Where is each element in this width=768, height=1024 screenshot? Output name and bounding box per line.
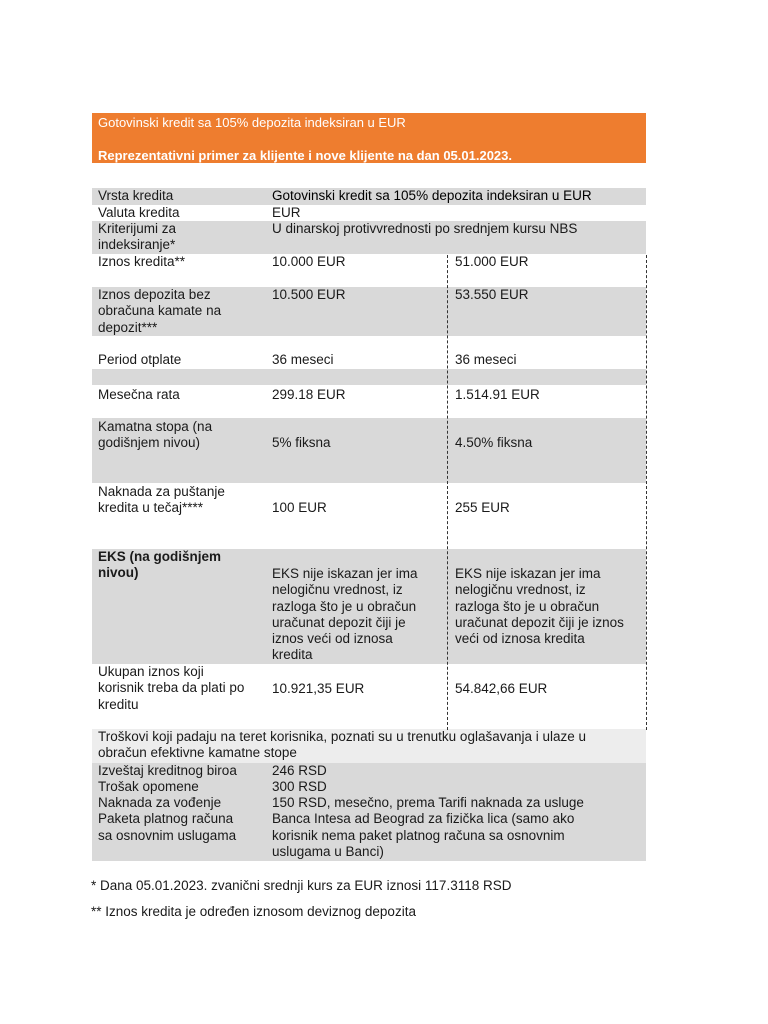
row-value-1: 10.000 EUR [272,254,346,269]
table-subtitle: Reprezentativni primer za klijente i nove klijente na dan 05.01.2023. [98,148,513,163]
row-label: Ukupan iznos koji korisnik treba da plati po kreditu [98,664,245,712]
row-label: Iznos depozita bez obračuna kamate na depozit*** [98,287,222,335]
costs-heading: Troškovi koji padaju na teret korisnika, poznati su u trenutku oglašavanja i ulaze u obračun efektivne kamatne stope [98,729,587,761]
table-row [92,385,646,418]
table-title: Gotovinski kredit sa 105% depozita indeksiran u EUR [98,115,406,130]
row-value-2: 255 EUR [455,500,510,515]
table-row [92,287,646,336]
table-row [92,779,646,795]
table-row [92,205,646,221]
row-value: 300 RSD [272,779,327,794]
table-row [92,729,646,763]
table-header-banner [92,113,646,163]
row-value-2: 54.842,66 EUR [455,681,548,696]
row-value-2: 1.514.91 EUR [455,387,540,402]
table-row [92,418,646,483]
row-label: Kamatna stopa (na godišnjem nivou) [98,419,213,451]
row-value-2: 53.550 EUR [455,287,529,302]
table-row [92,254,646,287]
row-label: EKS (na godišnjem nivou) [98,549,222,581]
row-label: Valuta kredita [98,205,180,220]
table-row-spacer [92,369,646,385]
table-row [92,549,646,664]
table-row [92,221,646,254]
row-label: Kriterijumi za indeksiranje* [98,221,177,253]
row-label: Trošak opomene [98,779,199,794]
row-label: Naknada za puštanje kredita u tečaj**** [98,484,225,516]
row-value-1: 36 meseci [272,352,334,367]
row-value-2: EKS nije iskazan jer ima nelogičnu vrednost, iz razloga što je u obračun uračunat depozit čiji je iznos veći od iznosa kredita [455,566,624,647]
table-row [92,483,646,549]
table-row [92,763,646,779]
row-label: Vrsta kredita [98,188,174,203]
row-label: Period otplate [98,352,182,367]
table-row [92,664,646,729]
row-value: Gotovinski kredit sa 105% depozita indeksiran u EUR [272,188,592,203]
row-value-1: 10.500 EUR [272,287,346,302]
row-value: 246 RSD [272,763,327,778]
row-label: Izveštaj kreditnog biroa [98,763,237,778]
column-divider [447,255,448,730]
footnote-2: ** Iznos kredita je određen iznosom deviznog depozita [91,904,416,919]
table-row [92,336,646,369]
row-value-2: 4.50% fiksna [455,435,533,450]
row-value-1: 5% fiksna [272,435,331,450]
row-value: EUR [272,205,301,220]
row-value-2: 36 meseci [455,352,517,367]
footnote-1: * Dana 05.01.2023. zvanični srednji kurs za EUR iznosi 117.3118 RSD [91,878,512,893]
table-row [92,188,646,205]
table-row [92,795,646,861]
row-label: Naknada za vođenje Paketa platnog računa sa osnovnim uslugama [98,795,237,843]
column-border-right [646,255,647,730]
loan-table [92,188,646,861]
row-value-1: EKS nije iskazan jer ima nelogičnu vrednost, iz razloga što je u obračun uračunat depozit čiji je iznos veći od iznosa kredita [272,566,418,663]
row-label: Mesečna rata [98,387,180,402]
row-value-1: 100 EUR [272,500,327,515]
row-value: U dinarskoj protivvrednosti po srednjem kursu NBS [272,221,578,236]
row-label: Iznos kredita** [98,254,186,269]
row-value-1: 10.921,35 EUR [272,681,365,696]
row-value: 150 RSD, mesečno, prema Tarifi naknada za usluge Banca Intesa ad Beograd za fizička lica (samo ako korisnik nema paket platnog računa sa osnovnim uslugama u Banci) [272,795,584,859]
row-value-1: 299.18 EUR [272,387,346,402]
row-value-2: 51.000 EUR [455,254,529,269]
